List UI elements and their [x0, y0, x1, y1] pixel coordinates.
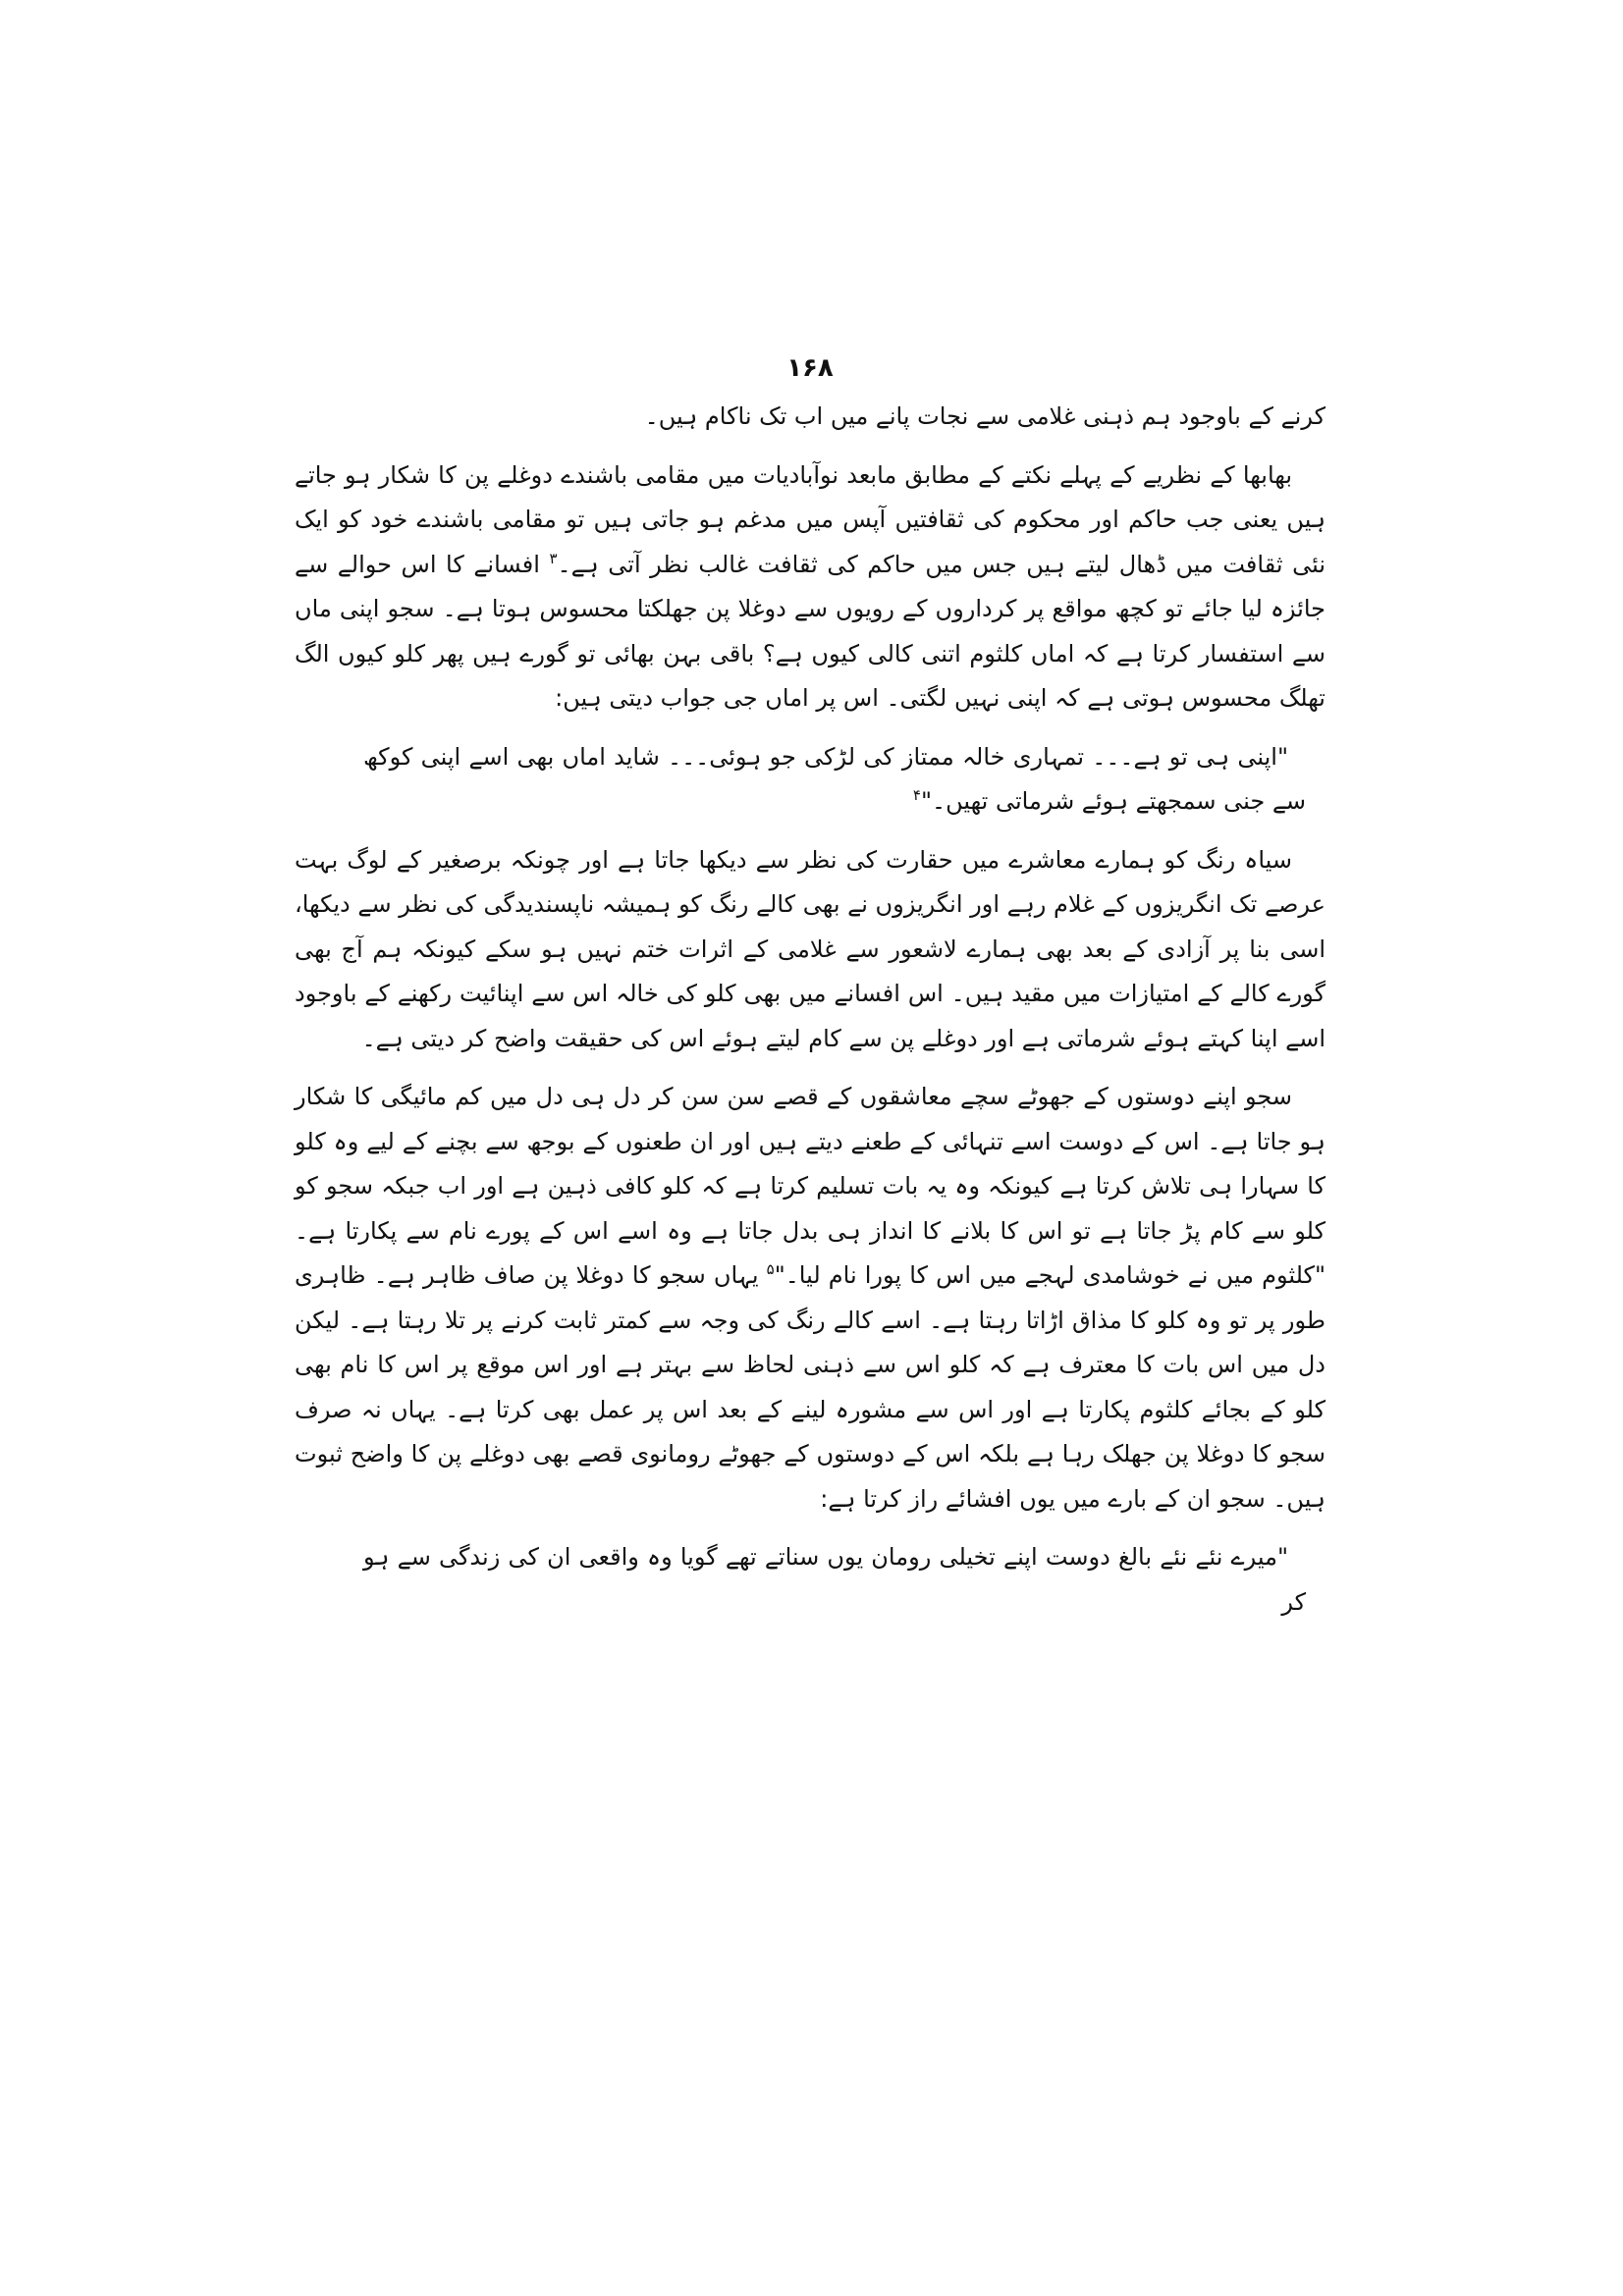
paragraph-text: سجو اپنے دوستوں کے جھوٹے سچے معاشقوں کے قصے سن سن کر دل ہی دل میں کم مائیگی کا شکار ہو جاتا ہے۔ اس کے دوست اسے تنہائی کے طعنے دیتے ہیں اور ان طعنوں کے بوجھ سے بچنے کے لیے وہ کلو کا سہارا ہی تلاش کرتا ہے کیونکہ وہ یہ بات تسلیم کرتا ہے کہ کلو کافی ذہین ہے اور اب جبکہ سجو کو کلو سے کام پڑ جاتا ہے تو اس کا بلانے کا انداز ہی بدل جاتا ہے وہ اسے اس کے پورے نام سے پکارتا ہے۔ "کلثوم میں نے خوشامدی لہجے میں اس کا پورا نام لیا۔"	[295, 1083, 1326, 1289]
page-number: ۱۶۸	[786, 353, 834, 383]
paragraph-text: افسانے کا اس حوالے سے جائزہ لیا جائے تو کچھ مواقع پر کرداروں کے رویوں سے دوغلا پن جھلکتا محسوس ہوتا ہے۔ سجو اپنی ماں سے استفسار کرتا ہے کہ اماں کلثوم اتنی کالی کیوں ہے؟ باقی بہن بھائی تو گورے ہیں پھر کلو کیوں الگ تھلگ محسوس ہوتی ہے کہ اپنی نہیں لگتی۔ اس پر اماں جی جواب دیتی ہیں:	[295, 550, 1325, 712]
paragraph-colonial-color: سیاہ رنگ کو ہمارے معاشرے میں حقارت کی نظر سے دیکھا جاتا ہے اور چونکہ برصغیر کے لوگ بہت عرصے تک انگریزوں کے غلام رہے اور انگریزوں نے بھی کالے رنگ کو ہمیشہ ناپسندیدگی کی نظر سے دیکھا، اسی بنا پر آزادی کے بعد بھی ہمارے لاشعور سے غلامی کے اثرات ختم نہیں ہو سکے کیونکہ ہم آج بھی گورے کالے کے امتیازات میں مقید ہیں۔ اس افسانے میں بھی کلو کی خالہ اس سے اپنائیت رکھنے کے باوجود اسے اپنا کہتے ہوئے شرماتی ہے اور دوغلے پن سے کام لیتے ہوئے اس کی حقیقت واضح کر دیتی ہے۔	[295, 845, 1325, 1052]
footnote-marker: ۳	[549, 549, 558, 567]
quote-text: "اپنی ہی تو ہے۔۔۔ تمہاری خالہ ممتاز کی لڑکی جو ہوئی۔۔۔ شاید اماں بھی اسے اپنی کوکھ سے جنی سمجھتے ہوئے شرماتی تھیں۔"	[363, 742, 1306, 815]
footnote-marker: ۴	[912, 786, 921, 804]
block-quote: "میرے نئے نئے بالغ دوست اپنے تخیلی رومان یوں سناتے تھے گویا وہ واقعی ان کی زندگی سے ہو کر	[363, 1543, 1306, 1616]
body-text	[295, 395, 1325, 1638]
paragraph-text: یہاں سجو کا دوغلا پن صاف ظاہر ہے۔ ظاہری طور پر تو وہ کلو کا مذاق اڑاتا رہتا ہے۔ اسے کالے رنگ کی وجہ سے کمتر ثابت کرنے پر تلا رہتا ہے۔ لیکن دل میں اس بات کا معترف ہے کہ کلو اس سے ذہنی لحاظ سے بہتر ہے اور اس موقع پر اس کا نام بھی کلو کے بجائے کلثوم پکارتا ہے اور اس سے مشورہ لینے کے بعد اس پر عمل بھی کرتا ہے۔ یہاں نہ صرف سجو کا دوغلا پن جھلک رہا ہے بلکہ اس کے دوستوں کے جھوٹے رومانوی قصے بھی دوغلے پن کا واضح ثبوت ہیں۔ سجو ان کے بارے میں یوں افشائے راز کرتا ہے:	[295, 1261, 1325, 1513]
paragraph-bhabha-theory	[295, 454, 1325, 721]
paragraph-text: بھابھا کے نظریے کے پہلے نکتے کے مطابق مابعد نوآبادیات میں مقامی باشندے دوغلے پن کا شکار ہو جاتے ہیں یعنی جب حاکم اور محکوم کی ثقافتیں آپس میں مدغم ہو جاتی ہیں تو مقامی باشندے خود کو ایک نئی ثقافت میں ڈھال لیتے ہیں جس میں حاکم کی ثقافت غالب نظر آتی ہے۔	[295, 460, 1325, 578]
paragraph-continuation: کرنے کے باوجود ہم ذہنی غلامی سے نجات پانے میں اب تک ناکام ہیں۔	[644, 402, 1325, 430]
document-page	[295, 353, 1325, 1983]
footnote-marker: ۵	[766, 1260, 775, 1278]
block-quote	[363, 735, 1306, 825]
paragraph-sajju-friends	[295, 1075, 1325, 1522]
